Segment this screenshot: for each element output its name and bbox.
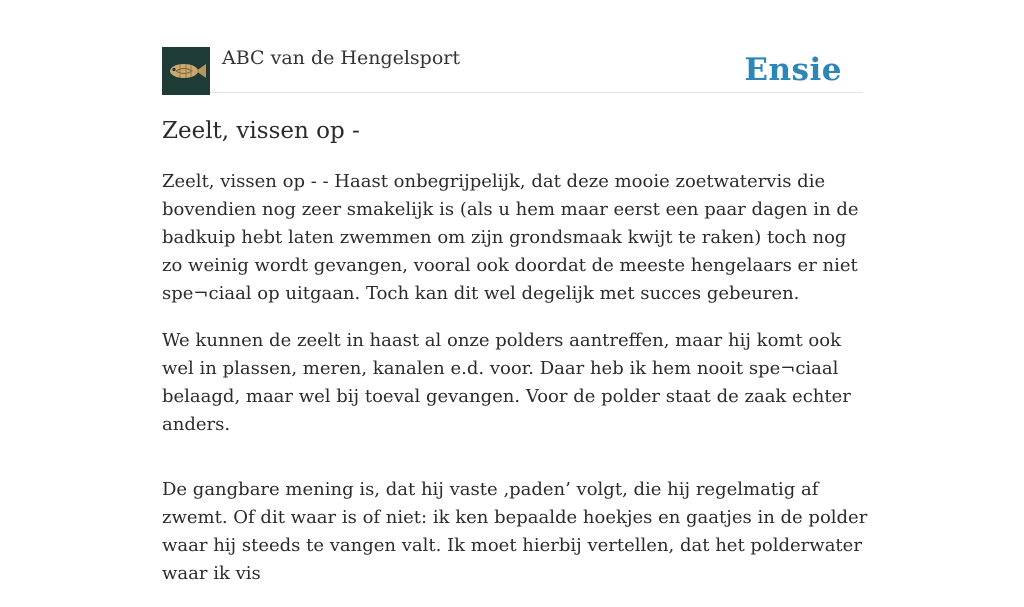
source-avatar[interactable] bbox=[162, 47, 210, 95]
fish-icon bbox=[162, 47, 210, 95]
article-body bbox=[162, 168, 872, 607]
article-title: Zeelt, vissen op - bbox=[162, 118, 360, 144]
source-name[interactable]: ABC van de Hengelsport bbox=[222, 47, 461, 69]
article-paragraph: De gangbare mening is, dat hij vaste ‚paden’ volgt, die hij regelmatig af zwemt. Of dit waar is of niet: ik ken bepaalde hoekjes en gaatjes in de polder waar hij steeds te vangen valt. Ik moet hierbij vertellen, dat het polderwater waar ik vis bbox=[162, 479, 868, 584]
ensie-logo[interactable]: Ensie bbox=[744, 52, 842, 88]
source-header bbox=[162, 46, 862, 93]
article-container bbox=[162, 0, 868, 584]
article-paragraph: We kunnen de zeelt in haast al onze polders aantreffen, maar hij komt ook wel in plassen, meren, kanalen e.d. voor. Daar heb ik hem nooit spe¬ciaal belaagd, maar wel bij toeval gevangen. Voor de polder staat de zaak echter anders. bbox=[162, 330, 851, 435]
article-paragraph: Zeelt, vissen op - - Haast onbegrijpelijk, dat deze mooie zoetwatervis die bovendien nog zeer smakelijk is (als u hem maar eerst een paar dagen in de badkuip hebt laten zwemmen om zijn grondsmaak kwijt te raken) toch nog zo weinig wordt gevangen, vooral ook doordat de meeste hengelaars er niet spe¬ciaal op uitgaan. Toch kan dit wel degelijk met succes gebeuren. bbox=[162, 171, 859, 304]
